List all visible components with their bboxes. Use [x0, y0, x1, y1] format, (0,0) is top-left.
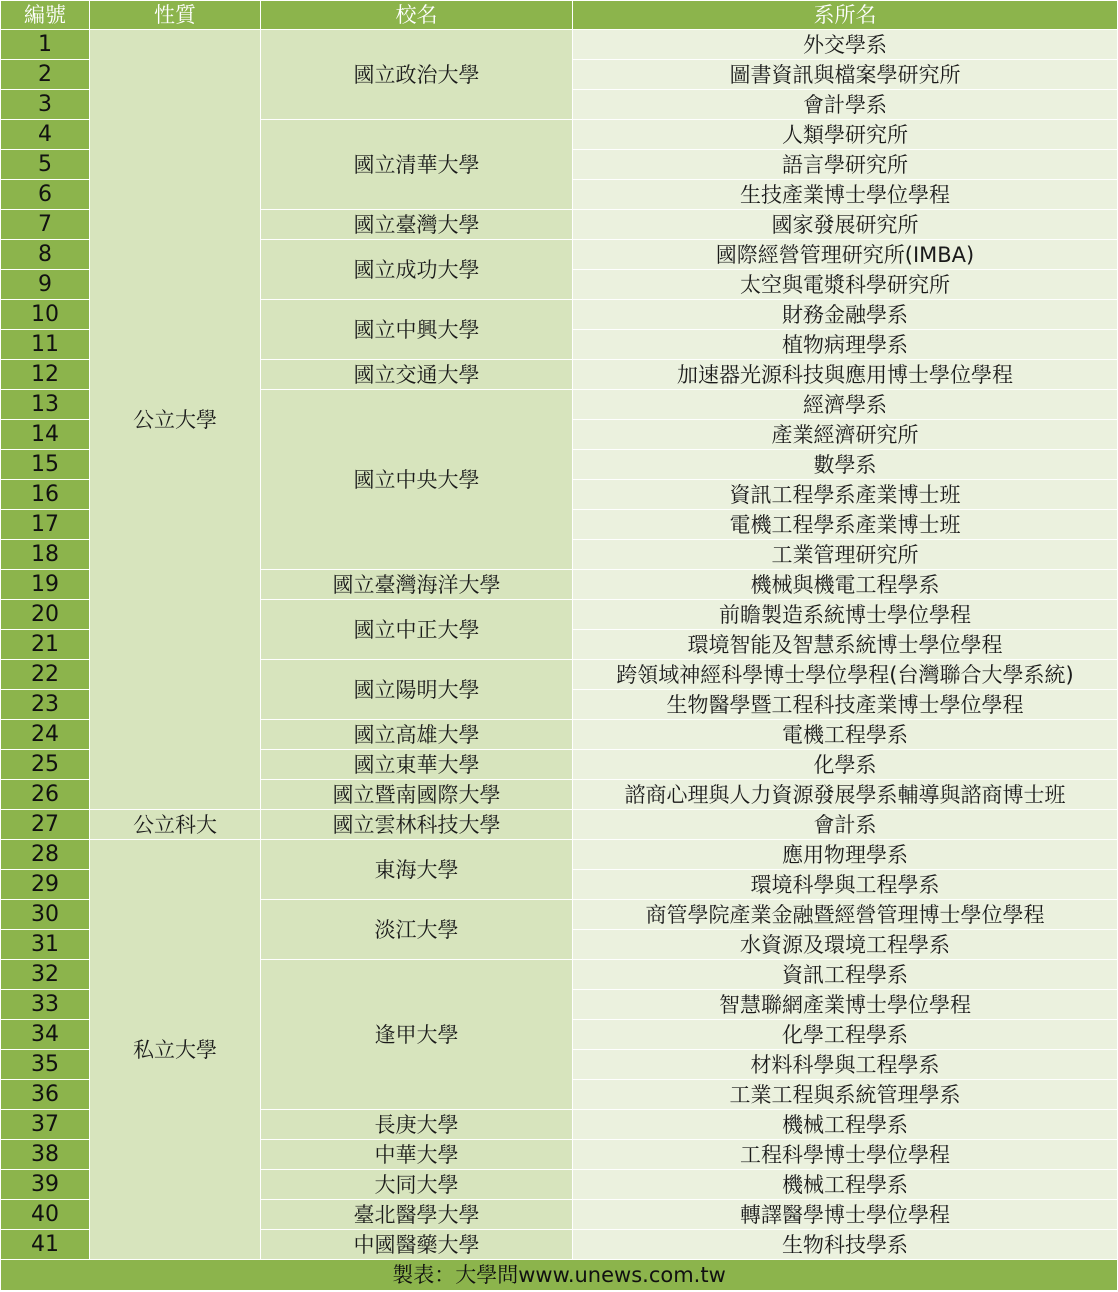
department-name: 資訊工程學系產業博士班	[573, 480, 1118, 510]
department-name: 水資源及環境工程學系	[573, 930, 1118, 960]
row-number: 3	[1, 90, 90, 120]
row-number: 9	[1, 270, 90, 300]
row-number: 33	[1, 990, 90, 1020]
footer-credit: 製表：大學問www.unews.com.tw	[1, 1260, 1118, 1291]
row-number: 16	[1, 480, 90, 510]
table-row	[1, 30, 1118, 60]
department-name: 產業經濟研究所	[573, 420, 1118, 450]
header-school: 校名	[261, 1, 573, 30]
row-number: 40	[1, 1200, 90, 1230]
department-name: 生物醫學暨工程科技產業博士學位學程	[573, 690, 1118, 720]
row-number: 38	[1, 1140, 90, 1170]
row-number: 8	[1, 240, 90, 270]
department-name: 生物科技學系	[573, 1230, 1118, 1260]
school-name: 國立交通大學	[261, 360, 573, 390]
row-number: 36	[1, 1080, 90, 1110]
row-number: 29	[1, 870, 90, 900]
header-department: 系所名	[573, 1, 1118, 30]
header-nature: 性質	[90, 1, 261, 30]
row-number: 28	[1, 840, 90, 870]
department-name: 財務金融學系	[573, 300, 1118, 330]
row-number: 31	[1, 930, 90, 960]
school-name: 國立雲林科技大學	[261, 810, 573, 840]
row-number: 23	[1, 690, 90, 720]
institution-type: 私立大學	[90, 840, 261, 1260]
row-number: 2	[1, 60, 90, 90]
row-number: 19	[1, 570, 90, 600]
table-body	[1, 30, 1118, 1260]
footer-row	[1, 1260, 1118, 1291]
department-name: 應用物理學系	[573, 840, 1118, 870]
row-number: 26	[1, 780, 90, 810]
school-name: 臺北醫學大學	[261, 1200, 573, 1230]
row-number: 13	[1, 390, 90, 420]
header-row	[1, 1, 1118, 30]
department-name: 電機工程學系產業博士班	[573, 510, 1118, 540]
department-name: 數學系	[573, 450, 1118, 480]
department-name: 人類學研究所	[573, 120, 1118, 150]
department-name: 環境智能及智慧系統博士學位學程	[573, 630, 1118, 660]
row-number: 15	[1, 450, 90, 480]
row-number: 20	[1, 600, 90, 630]
header-number: 編號	[1, 1, 90, 30]
department-name: 資訊工程學系	[573, 960, 1118, 990]
school-name: 中國醫藥大學	[261, 1230, 573, 1260]
row-number: 11	[1, 330, 90, 360]
department-name: 工程科學博士學位學程	[573, 1140, 1118, 1170]
row-number: 14	[1, 420, 90, 450]
row-number: 24	[1, 720, 90, 750]
row-number: 27	[1, 810, 90, 840]
department-name: 前瞻製造系統博士學位學程	[573, 600, 1118, 630]
department-name: 機械工程學系	[573, 1110, 1118, 1140]
school-name: 國立中正大學	[261, 600, 573, 660]
school-name: 國立清華大學	[261, 120, 573, 210]
school-name: 國立成功大學	[261, 240, 573, 300]
department-name: 會計學系	[573, 90, 1118, 120]
department-name: 機械與機電工程學系	[573, 570, 1118, 600]
department-name: 植物病理學系	[573, 330, 1118, 360]
department-name: 國際經營管理研究所(IMBA)	[573, 240, 1118, 270]
department-name: 太空與電漿科學研究所	[573, 270, 1118, 300]
department-name: 工業工程與系統管理學系	[573, 1080, 1118, 1110]
school-name: 國立中興大學	[261, 300, 573, 360]
department-name: 化學工程學系	[573, 1020, 1118, 1050]
school-name: 逢甲大學	[261, 960, 573, 1110]
table-row	[1, 810, 1118, 840]
row-number: 18	[1, 540, 90, 570]
row-number: 30	[1, 900, 90, 930]
department-name: 轉譯醫學博士學位學程	[573, 1200, 1118, 1230]
department-name: 化學系	[573, 750, 1118, 780]
department-name: 商管學院產業金融暨經營管理博士學位學程	[573, 900, 1118, 930]
row-number: 5	[1, 150, 90, 180]
department-name: 圖書資訊與檔案學研究所	[573, 60, 1118, 90]
school-name: 國立臺灣海洋大學	[261, 570, 573, 600]
school-name: 長庚大學	[261, 1110, 573, 1140]
row-number: 32	[1, 960, 90, 990]
school-name: 國立陽明大學	[261, 660, 573, 720]
school-name: 國立臺灣大學	[261, 210, 573, 240]
row-number: 21	[1, 630, 90, 660]
row-number: 25	[1, 750, 90, 780]
institution-type: 公立科大	[90, 810, 261, 840]
school-name: 國立高雄大學	[261, 720, 573, 750]
school-name: 國立政治大學	[261, 30, 573, 120]
row-number: 34	[1, 1020, 90, 1050]
institution-type: 公立大學	[90, 30, 261, 810]
school-name: 國立中央大學	[261, 390, 573, 570]
department-name: 國家發展研究所	[573, 210, 1118, 240]
department-name: 機械工程學系	[573, 1170, 1118, 1200]
row-number: 35	[1, 1050, 90, 1080]
department-name: 加速器光源科技與應用博士學位學程	[573, 360, 1118, 390]
row-number: 12	[1, 360, 90, 390]
school-name: 東海大學	[261, 840, 573, 900]
row-number: 17	[1, 510, 90, 540]
row-number: 22	[1, 660, 90, 690]
school-name: 國立東華大學	[261, 750, 573, 780]
row-number: 4	[1, 120, 90, 150]
school-name: 中華大學	[261, 1140, 573, 1170]
row-number: 1	[1, 30, 90, 60]
department-name: 會計系	[573, 810, 1118, 840]
department-name: 電機工程學系	[573, 720, 1118, 750]
row-number: 6	[1, 180, 90, 210]
department-name: 環境科學與工程學系	[573, 870, 1118, 900]
department-name: 智慧聯網產業博士學位學程	[573, 990, 1118, 1020]
row-number: 41	[1, 1230, 90, 1260]
department-name: 外交學系	[573, 30, 1118, 60]
school-name: 國立暨南國際大學	[261, 780, 573, 810]
row-number: 7	[1, 210, 90, 240]
department-name: 經濟學系	[573, 390, 1118, 420]
school-name: 大同大學	[261, 1170, 573, 1200]
row-number: 39	[1, 1170, 90, 1200]
department-name: 語言學研究所	[573, 150, 1118, 180]
department-name: 工業管理研究所	[573, 540, 1118, 570]
department-name: 生技產業博士學位學程	[573, 180, 1118, 210]
table-row	[1, 840, 1118, 870]
department-name: 材料科學與工程學系	[573, 1050, 1118, 1080]
row-number: 10	[1, 300, 90, 330]
school-name: 淡江大學	[261, 900, 573, 960]
department-name: 諮商心理與人力資源發展學系輔導與諮商博士班	[573, 780, 1118, 810]
row-number: 37	[1, 1110, 90, 1140]
department-name: 跨領域神經科學博士學位學程(台灣聯合大學系統)	[573, 660, 1118, 690]
